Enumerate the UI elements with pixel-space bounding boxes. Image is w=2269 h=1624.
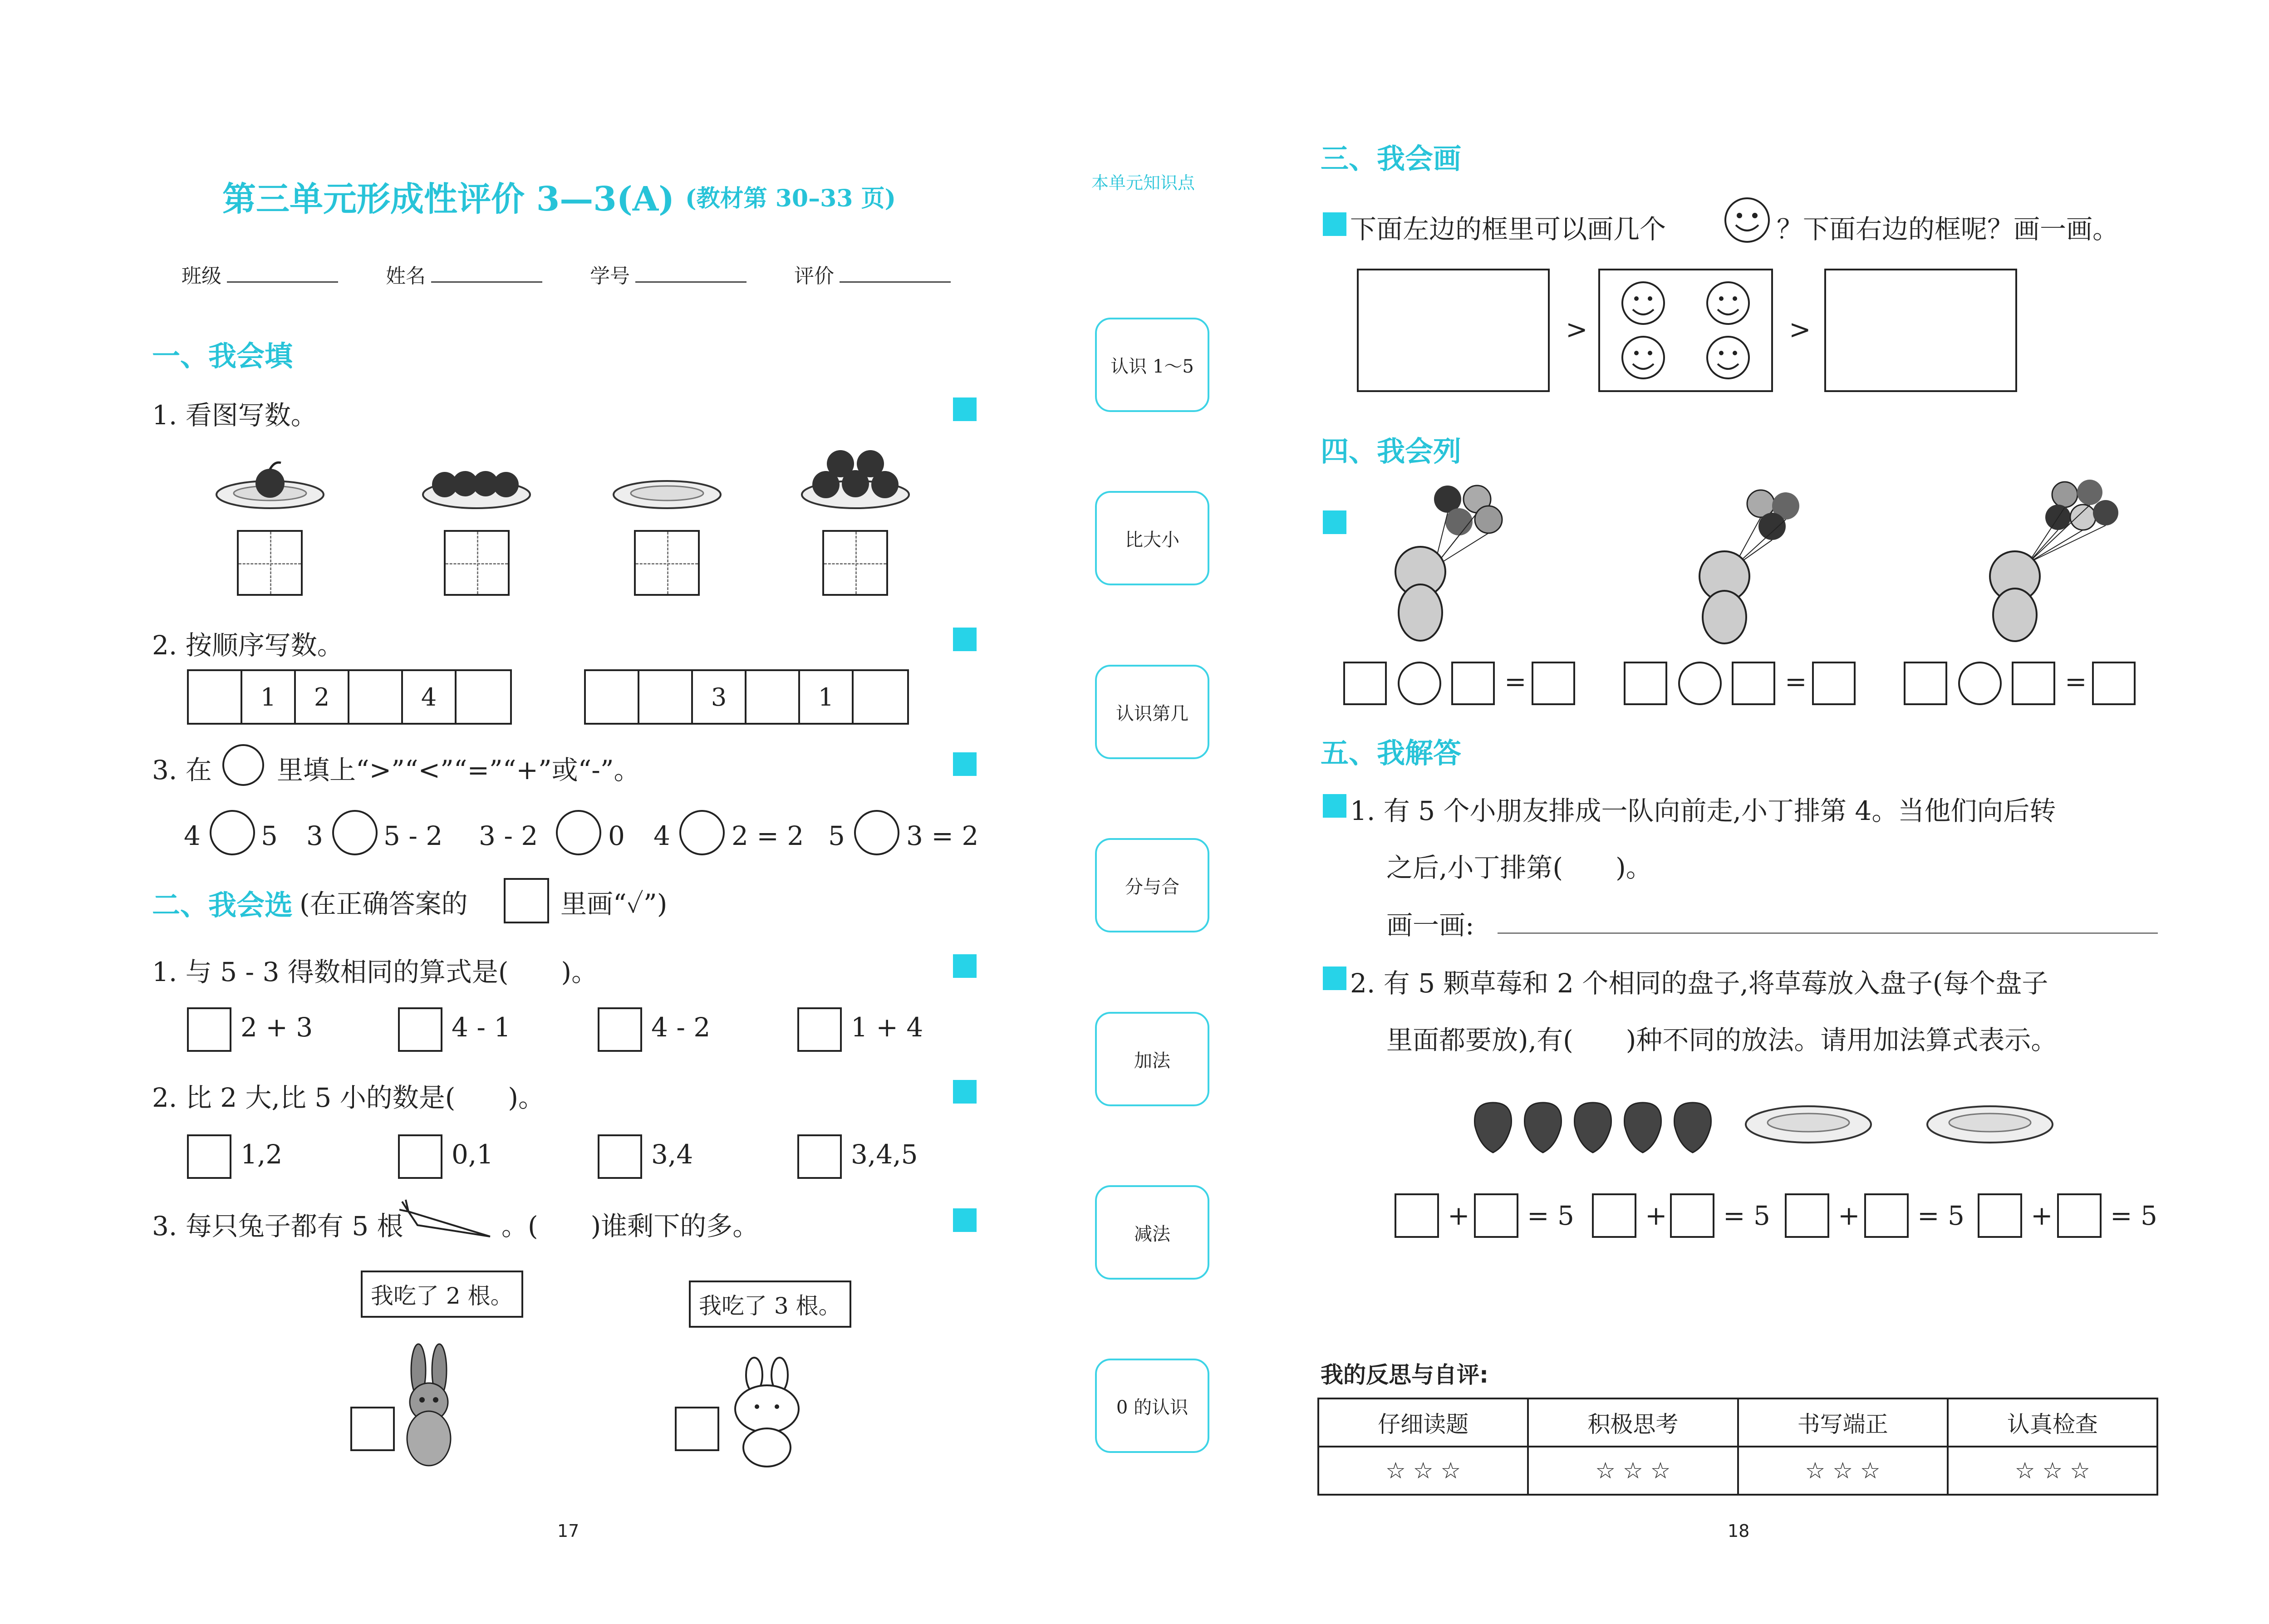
addend-box[interactable] [1978, 1193, 2022, 1238]
answer-grid[interactable] [237, 530, 303, 596]
id-field[interactable] [635, 281, 747, 283]
compare-right: 2 = 2 [732, 820, 804, 851]
question-marker [953, 397, 977, 421]
equation-box[interactable] [1904, 662, 1947, 705]
equation-box[interactable] [2012, 662, 2055, 705]
sequence-cell[interactable] [854, 671, 907, 723]
plate-empty-image [610, 436, 724, 522]
compare-circle[interactable] [556, 810, 601, 855]
equals-five: = 5 [1527, 1200, 1574, 1231]
plate-image [1743, 1098, 1874, 1148]
grade-field[interactable] [840, 281, 951, 283]
choice-3-question-end: 。( )谁剩下的多。 [501, 1211, 759, 1241]
smiley-box [1598, 269, 1773, 392]
compare-left: 4 [653, 820, 670, 851]
addend-box[interactable] [1592, 1193, 1636, 1238]
knowledge-item[interactable]: 比大小 [1095, 491, 1209, 585]
greater-than-sign: > [1566, 314, 1588, 345]
compare-right: 0 [608, 820, 625, 851]
rabbit-image [390, 1343, 467, 1470]
name-label: 姓名 [386, 265, 426, 288]
plus-sign: + [2031, 1200, 2053, 1231]
sequence-cell[interactable] [639, 671, 693, 723]
problem-2-line-1: 2. 有 5 颗草莓和 2 个相同的盘子,将草莓放入盘子(每个盘子 [1350, 968, 2048, 999]
equation-box[interactable] [2092, 662, 2136, 705]
question-marker [1323, 794, 1346, 818]
eval-header: 积极思考 [1528, 1398, 1738, 1447]
equation-box[interactable] [1532, 662, 1575, 705]
addend-box[interactable] [1670, 1193, 1714, 1238]
bear-balloons-image [1670, 481, 1852, 644]
strawberries-image [1470, 1084, 1724, 1157]
compare-left: 3 [306, 820, 323, 851]
bunny-image [726, 1357, 808, 1470]
sequence-cell: 1 [242, 671, 296, 723]
star-rating[interactable]: ☆ ☆ ☆ [1318, 1447, 1528, 1495]
equals-sign: = [1504, 666, 1527, 697]
equation-box[interactable] [1451, 662, 1495, 705]
speech-bubble: 我吃了 3 根。 [689, 1281, 851, 1328]
equals-five: = 5 [2110, 1200, 2157, 1231]
compare-right: 5 - 2 [383, 820, 443, 851]
name-field[interactable] [431, 281, 542, 283]
eval-header: 仔细读题 [1318, 1398, 1528, 1447]
answer-grid[interactable] [822, 530, 888, 596]
choice-checkbox[interactable] [598, 1134, 642, 1179]
draw-label: 画一画: [1386, 910, 1474, 941]
choice-option: 0,1 [452, 1139, 494, 1170]
self-evaluation-table [1317, 1398, 2158, 1496]
knowledge-item[interactable]: 减法 [1095, 1185, 1209, 1280]
page-number: 18 [1728, 1521, 1750, 1541]
sequence-cell: 4 [403, 671, 457, 723]
choice-option: 3,4 [651, 1139, 693, 1170]
choice-checkbox[interactable] [797, 1007, 842, 1052]
equation-box[interactable] [1343, 662, 1387, 705]
question-1-label: 1. 看图写数。 [152, 400, 317, 431]
plus-sign: + [1645, 1200, 1667, 1231]
circle-symbol [222, 744, 264, 786]
choice-checkbox[interactable] [187, 1007, 231, 1052]
choice-option: 4 - 2 [651, 1012, 711, 1043]
page-title: 第三单元形成性评价 3—3(A) [222, 180, 675, 219]
compare-right: 3 = 2 [906, 820, 979, 851]
eval-header: 认真检查 [1948, 1398, 2157, 1447]
question-marker [953, 1208, 977, 1232]
question-marker [1323, 212, 1346, 236]
compare-circle[interactable] [854, 810, 899, 855]
question-3-label-start: 3. 在 [152, 755, 212, 785]
choice-1-question: 1. 与 5 - 3 得数相同的算式是( )。 [152, 957, 598, 987]
sequence-cell: 3 [693, 671, 747, 723]
equation-box[interactable] [1624, 662, 1667, 705]
choice-option: 1 + 4 [851, 1012, 923, 1043]
choice-3-question-start: 3. 每只兔子都有 5 根 [152, 1211, 403, 1241]
compare-left: 5 [828, 820, 845, 851]
knowledge-item[interactable]: 0 的认识 [1095, 1359, 1209, 1453]
choice-checkbox[interactable] [675, 1407, 719, 1451]
question-marker [953, 1080, 977, 1104]
sequence-cell: 2 [296, 671, 349, 723]
equals-five: = 5 [1723, 1200, 1770, 1231]
star-rating[interactable]: ☆ ☆ ☆ [1738, 1447, 1948, 1495]
plate-five-apples-image [799, 427, 912, 522]
problem-1-line-1: 1. 有 5 个小朋友排成一队向前走,小丁排第 4。当他们向后转 [1350, 795, 2056, 826]
plate-image [1924, 1098, 2056, 1148]
problem-1-line-2: 之后,小丁排第( )。 [1386, 852, 1652, 883]
choice-checkbox[interactable] [398, 1134, 442, 1179]
addend-box[interactable] [1474, 1193, 1518, 1238]
choice-checkbox[interactable] [398, 1007, 442, 1052]
question-marker [1323, 967, 1346, 990]
choice-2-question: 2. 比 2 大,比 5 小的数是( )。 [152, 1082, 545, 1113]
page-number: 17 [557, 1521, 580, 1541]
class-label: 班级 [182, 265, 221, 288]
eval-header: 书写端正 [1738, 1398, 1948, 1447]
sequence-cell[interactable] [747, 671, 800, 723]
equation-box[interactable] [1812, 662, 1856, 705]
bear-balloons-image [1960, 472, 2151, 644]
compare-circle[interactable] [332, 810, 378, 855]
compare-left: 3 - 2 [479, 820, 538, 851]
grade-label: 评价 [794, 265, 834, 288]
draw-box-right[interactable] [1824, 269, 2017, 392]
section-choose-note-start: (在正确答案的 [300, 888, 468, 919]
problem-2-line-2: 里面都要放),有( )种不同的放法。请用加法算式表示。 [1386, 1025, 2058, 1055]
sequence-cell[interactable] [349, 671, 403, 723]
sequence-cell[interactable] [457, 671, 510, 723]
draw-question-end: ？下面右边的框呢？画一画。 [1777, 214, 2119, 245]
knowledge-points-label: 本单元知识点 [1091, 173, 1195, 193]
section-solve-heading: 五、我解答 [1321, 736, 1462, 770]
knowledge-item[interactable]: 分与合 [1095, 838, 1209, 932]
choice-option: 2 + 3 [241, 1012, 313, 1043]
operator-circle[interactable] [1678, 662, 1722, 705]
addend-box[interactable] [2057, 1193, 2102, 1238]
choice-checkbox[interactable] [187, 1134, 231, 1179]
question-3-label-end: 里填上“>”“<”“=”“+”或“-”。 [277, 755, 640, 785]
choice-checkbox[interactable] [797, 1134, 842, 1179]
addend-box[interactable] [1785, 1193, 1829, 1238]
draw-question-start: 下面左边的框里可以画几个 [1350, 214, 1666, 245]
knowledge-item[interactable]: 加法 [1095, 1012, 1209, 1106]
checkbox-symbol [504, 878, 549, 923]
answer-grid[interactable] [444, 530, 510, 596]
choice-option: 3,4,5 [851, 1139, 918, 1170]
smiley-icon [1722, 195, 1772, 245]
section-choose-note-end: 里画“✓”) [560, 888, 668, 919]
speech-bubble: 我吃了 2 根。 [361, 1271, 523, 1318]
question-marker [953, 628, 977, 651]
section-choose-heading: 二、我会选 [152, 888, 293, 922]
knowledge-item[interactable]: 认识第几 [1095, 665, 1209, 759]
question-marker [953, 752, 977, 776]
reflection-heading: 我的反思与自评: [1321, 1362, 1488, 1388]
question-marker [1323, 510, 1346, 534]
knowledge-item[interactable]: 认识 1～5 [1095, 318, 1209, 412]
compare-left: 4 [184, 820, 201, 851]
section-equation-heading: 四、我会列 [1321, 435, 1462, 468]
operator-circle[interactable] [1398, 662, 1441, 705]
four-smileys-image [1600, 270, 1771, 390]
choice-checkbox[interactable] [598, 1007, 642, 1052]
compare-circle[interactable] [210, 810, 255, 855]
question-marker [953, 954, 977, 978]
id-label: 学号 [590, 265, 630, 288]
addend-box[interactable] [1864, 1193, 1909, 1238]
equals-sign: = [1785, 666, 1807, 697]
sequence-row-2 [584, 669, 909, 725]
equation-box[interactable] [1732, 662, 1775, 705]
sequence-cell[interactable] [586, 671, 639, 723]
compare-circle[interactable] [679, 810, 725, 855]
choice-checkbox[interactable] [350, 1407, 395, 1451]
sequence-cell: 1 [800, 671, 854, 723]
star-rating[interactable]: ☆ ☆ ☆ [1948, 1447, 2157, 1495]
choice-option: 1,2 [241, 1139, 283, 1170]
equals-sign: = [2065, 666, 2087, 697]
page-subtitle: (教材第 30–33 页) [685, 185, 896, 212]
equals-five: = 5 [1917, 1200, 1965, 1231]
compare-right: 5 [261, 820, 278, 851]
question-2-label: 2. 按顺序写数。 [152, 630, 344, 661]
plate-one-apple-image [213, 436, 327, 522]
answer-grid[interactable] [634, 530, 700, 596]
plus-sign: + [1838, 1200, 1860, 1231]
sequence-cell[interactable] [189, 671, 242, 723]
section-draw-heading: 三、我会画 [1321, 142, 1462, 175]
draw-answer-line[interactable] [1498, 932, 2158, 934]
addend-box[interactable] [1395, 1193, 1439, 1238]
class-field[interactable] [227, 281, 338, 283]
plate-four-apples-image [420, 436, 533, 522]
greater-than-sign: > [1789, 314, 1811, 345]
carrot-icon [399, 1198, 504, 1248]
choice-option: 4 - 1 [452, 1012, 511, 1043]
draw-box-left[interactable] [1357, 269, 1550, 392]
section-fill-heading: 一、我会填 [152, 339, 293, 373]
operator-circle[interactable] [1958, 662, 2002, 705]
sequence-row-1 [187, 669, 512, 725]
star-rating[interactable]: ☆ ☆ ☆ [1528, 1447, 1738, 1495]
bear-balloons-image [1384, 476, 1566, 644]
plus-sign: + [1448, 1200, 1470, 1231]
